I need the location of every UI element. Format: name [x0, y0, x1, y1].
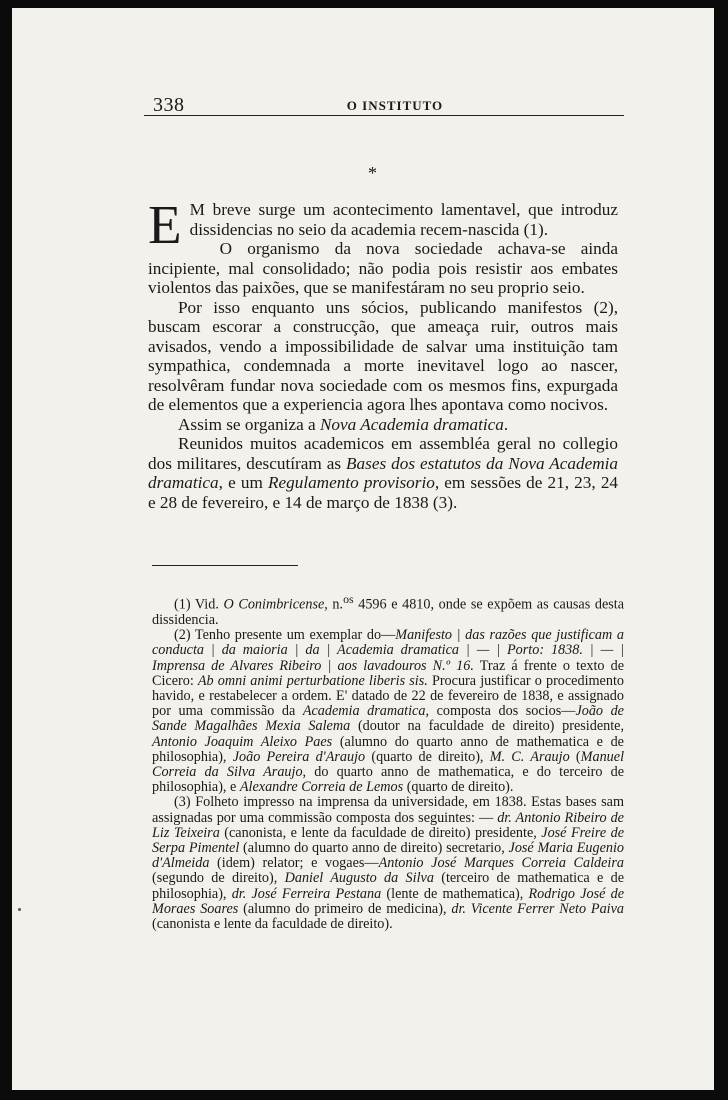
paragraph: Assim se organiza a Nova Academia dramatica.	[178, 414, 509, 434]
page-number: 338	[153, 94, 185, 116]
footnote-rule	[152, 565, 298, 566]
paragraph: Por isso enquanto uns sócios, publicando manifestos (2), buscam escorar a construcção, que ameaça ruir, outros mais avisados, vendo a impossibilidade de salvar uma instituição tam sympathica, condemnada a morte inevitavel logo ao nascer, resolvêram fundar nova sociedade com os mesmos fins, expurgada de elementos que a experiencia agora lhes apontava como nocivos.	[148, 297, 618, 414]
drop-cap: E	[148, 194, 182, 255]
footnote-3: (3) Folheto impresso na imprensa da universidade, em 1838. Estas bases sam assignadas por uma commissão composta dos seguintes: — dr. Antonio Ribeiro de Liz Teixeira (canonista, e lente da faculdade de direito) presidente, José Freire de Serpa Pimentel (alumno do quarto anno de direito) secretario, José Maria Eugenio d'Almeida (idem) relator; e vogaes—Antonio José Marques Correia Caldeira (segundo de direito), Daniel Augusto da Silva (terceiro de mathematica e de philosophia), dr. José Ferreira Pestana (lente de mathematica), Rodrigo José de Moraes Soares (alumno do primeiro de medicina), dr. Vicente Ferrer Neto Paiva (canonista e lente da faculdade de direito).	[152, 794, 625, 932]
ink-speck	[18, 908, 21, 911]
paragraph: O organismo da nova sociedade achava-se ainda incipiente, mal consolidado; não podia pois resistir aos embates violentos das paixões, que se manifestáram no seu proprio seio.	[148, 239, 618, 297]
main-text	[148, 194, 619, 512]
paragraph: Reunidos muitos academicos em assembléa geral no collegio dos militares, descutíram as Bases dos estatutos da Nova Academia dramatica, e um Regulamento provisorio, em sessões de 21, 23, 24 e 28 de fevereiro, e 14 de março de 1838 (3).	[148, 434, 619, 512]
section-asterisk: *	[368, 163, 377, 183]
paragraph: E M breve surge um acontecimento lamentavel, que introduz dissidencias no seio da academia recem-nascida (1).	[148, 194, 618, 255]
footnote-1: (1) Vid. O Conimbricense, n.$^{os}$ 4596 e 4810, onde se expõem as causas desta dissidencia.	[152, 592, 625, 628]
running-title: O INSTITUTO	[346, 98, 444, 113]
footnotes	[152, 592, 624, 932]
footnote-2: (2) Tenho presente um exemplar do—Manifesto | das razões que justificam a conducta | da maioria | da | Academia dramatica | — | Porto: 1838. | — | Imprensa de Alvares Ribeiro | aos lavadouros N.º 16. Traz á frente o texto de Cicero: Ab omni animi perturbatione liberis sis. Procura justificar o procedimento havido, e restabelecer a ordem. E' datado de 22 de fevereiro de 1838, e assignado por uma commissão da Academia dramatica, composta dos socios—João de Sande Magalhães Mexia Salema (doutor na faculdade de direito) presidente, Antonio Joaquim Aleixo Paes (alumno do quarto anno de mathematica e de philosophia), João Pereira d'Araujo (quarto de direito), M. C. Araujo (Manuel Correia da Silva Araujo, do quarto anno de mathematica, e do terceiro de philosophia), e Alexandre Correia de Lemos (quarto de direito).	[152, 627, 625, 796]
header-rule	[144, 115, 624, 116]
page-header	[153, 94, 637, 116]
